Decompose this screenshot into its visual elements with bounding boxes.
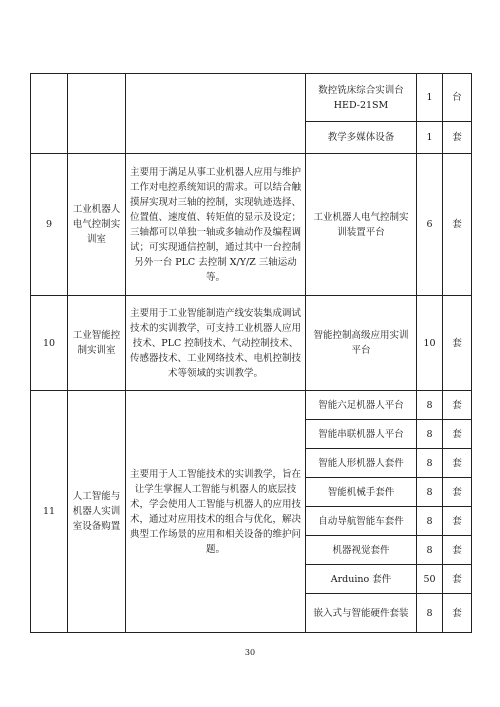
equipment-unit: 套 xyxy=(443,594,472,633)
equipment-qty: 8 xyxy=(417,420,443,449)
equipment-name: 智能六足机器人平台 xyxy=(306,391,417,420)
row-number xyxy=(31,74,68,154)
equipment-qty: 8 xyxy=(417,449,443,478)
room-description: 主要用于满足从事工业机器人应用与维护工作对电控系统知识的需求。可以结合触摸屏实现对三轴的控制，实现轨迹选择、位置值、速度值、转矩值的显示及设定；三轴都可以单独一轴或多轴动作及编程调试；可实现通信控制，通过其中一台控制另外一台 PLC 去控制 X/Y/Z 三轴运动等。 xyxy=(126,154,306,296)
equipment-name: Arduino 套件 xyxy=(306,565,417,594)
equipment-name: 智能机械手套件 xyxy=(306,478,417,507)
equipment-qty: 8 xyxy=(417,507,443,536)
table-row xyxy=(31,74,472,122)
equipment-qty: 8 xyxy=(417,594,443,633)
equipment-name: 智能控制高级应用实训平台 xyxy=(306,296,417,391)
equipment-name: 数控铣床综合实训台 HED-21SM xyxy=(306,74,417,122)
equipment-name: 嵌入式与智能硬件套装 xyxy=(306,594,417,633)
row-number: 11 xyxy=(31,391,68,633)
equipment-name: 自动导航智能车套件 xyxy=(306,507,417,536)
equipment-qty: 50 xyxy=(417,565,443,594)
room-name: 人工智能与机器人实训室设备购置 xyxy=(68,391,126,633)
table-row xyxy=(31,154,472,296)
equipment-unit: 套 xyxy=(443,391,472,420)
room-description xyxy=(126,74,306,154)
room-name: 工业智能控制实训室 xyxy=(68,296,126,391)
row-number: 10 xyxy=(31,296,68,391)
equipment-unit: 套 xyxy=(443,536,472,565)
equipment-qty: 6 xyxy=(417,154,443,296)
equipment-name: 工业机器人电气控制实训装置平台 xyxy=(306,154,417,296)
table-row xyxy=(31,296,472,391)
equipment-unit: 套 xyxy=(443,565,472,594)
equipment-qty: 8 xyxy=(417,536,443,565)
equipment-table xyxy=(30,73,472,633)
room-name xyxy=(68,74,126,154)
equipment-qty: 10 xyxy=(417,296,443,391)
row-number: 9 xyxy=(31,154,68,296)
equipment-unit: 台 xyxy=(443,74,472,122)
equipment-name: 教学多媒体设备 xyxy=(306,122,417,154)
equipment-unit: 套 xyxy=(443,478,472,507)
equipment-qty: 8 xyxy=(417,391,443,420)
room-description: 主要用于工业智能制造产线安装集成调试技术的实训教学，可支持工业机器人应用技术、PLC 控制技术、气动控制技术、传感器技术、工业网络技术、电机控制技术等领域的实训教学。 xyxy=(126,296,306,391)
equipment-qty: 1 xyxy=(417,122,443,154)
equipment-unit: 套 xyxy=(443,296,472,391)
equipment-unit: 套 xyxy=(443,122,472,154)
equipment-unit: 套 xyxy=(443,420,472,449)
equipment-qty: 1 xyxy=(417,74,443,122)
equipment-qty: 8 xyxy=(417,478,443,507)
equipment-name: 智能人形机器人套件 xyxy=(306,449,417,478)
page-number: 30 xyxy=(244,648,256,657)
room-name: 工业机器人电气控制实训室 xyxy=(68,154,126,296)
equipment-unit: 套 xyxy=(443,449,472,478)
room-description: 主要用于人工智能技术的实训教学，旨在让学生掌握人工智能与机器人的底层技术，学会使用人工智能与机器人的应用技术，通过对应用技术的组合与优化，解决典型工作场景的应用和相关设备的维护问题。 xyxy=(126,391,306,633)
equipment-unit: 套 xyxy=(443,154,472,296)
equipment-unit: 套 xyxy=(443,507,472,536)
table-row xyxy=(31,391,472,420)
equipment-name: 智能串联机器人平台 xyxy=(306,420,417,449)
equipment-name: 机器视觉套件 xyxy=(306,536,417,565)
